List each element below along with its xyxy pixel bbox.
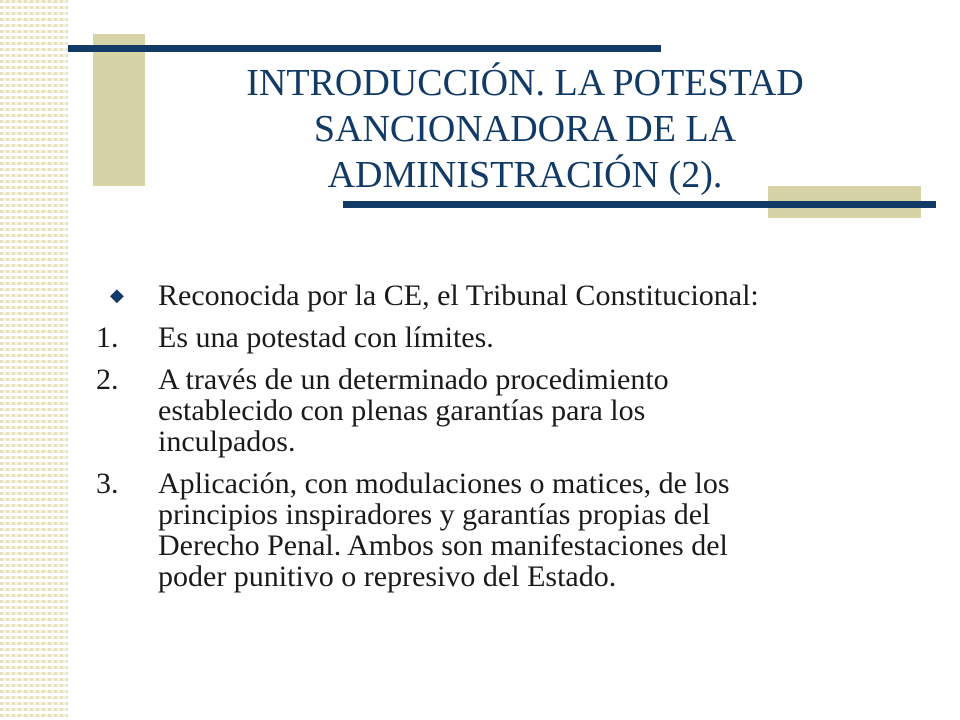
- list-text: [158, 364, 936, 457]
- slide-title: [180, 60, 870, 198]
- list-text-line: A través de un determinado procedimiento: [158, 363, 669, 396]
- decorative-khaki-block-top: [93, 34, 145, 186]
- list-text-line: Es una potestad con límites.: [158, 321, 494, 354]
- list-item: [96, 322, 936, 353]
- list-number: 1.: [96, 321, 119, 354]
- list-text-line: establecido con plenas garantías para los: [158, 394, 646, 427]
- title-top-rule: [68, 45, 661, 52]
- list-text-line: Aplicación, con modulaciones o matices, de los: [158, 467, 730, 500]
- list-number: 2.: [96, 363, 119, 396]
- list-text-line: principios inspiradores y garantías propias del: [158, 498, 711, 531]
- list-number: 3.: [96, 467, 119, 500]
- title-line: ADMINISTRACIÓN (2).: [327, 154, 723, 196]
- bullet-text: Reconocida por la CE, el Tribunal Constitucional:: [158, 279, 759, 312]
- list-text-line: inculpados.: [158, 425, 296, 458]
- list-item: [96, 468, 936, 592]
- title-line: INTRODUCCIÓN. LA POTESTAD: [246, 62, 804, 104]
- diamond-bullet-icon: ◆: [110, 285, 124, 305]
- slide-body: [96, 280, 936, 603]
- bullet-item: [96, 280, 936, 311]
- title-bottom-rule: [343, 201, 936, 208]
- list-text-line: poder punitivo o represivo del Estado.: [158, 560, 617, 593]
- list-text: [158, 322, 936, 353]
- list-text-line: Derecho Penal. Ambos son manifestaciones del: [158, 529, 728, 562]
- title-line: SANCIONADORA DE LA: [313, 108, 737, 150]
- list-item: [96, 364, 936, 457]
- left-striped-band: [0, 0, 68, 720]
- list-text: [158, 468, 936, 592]
